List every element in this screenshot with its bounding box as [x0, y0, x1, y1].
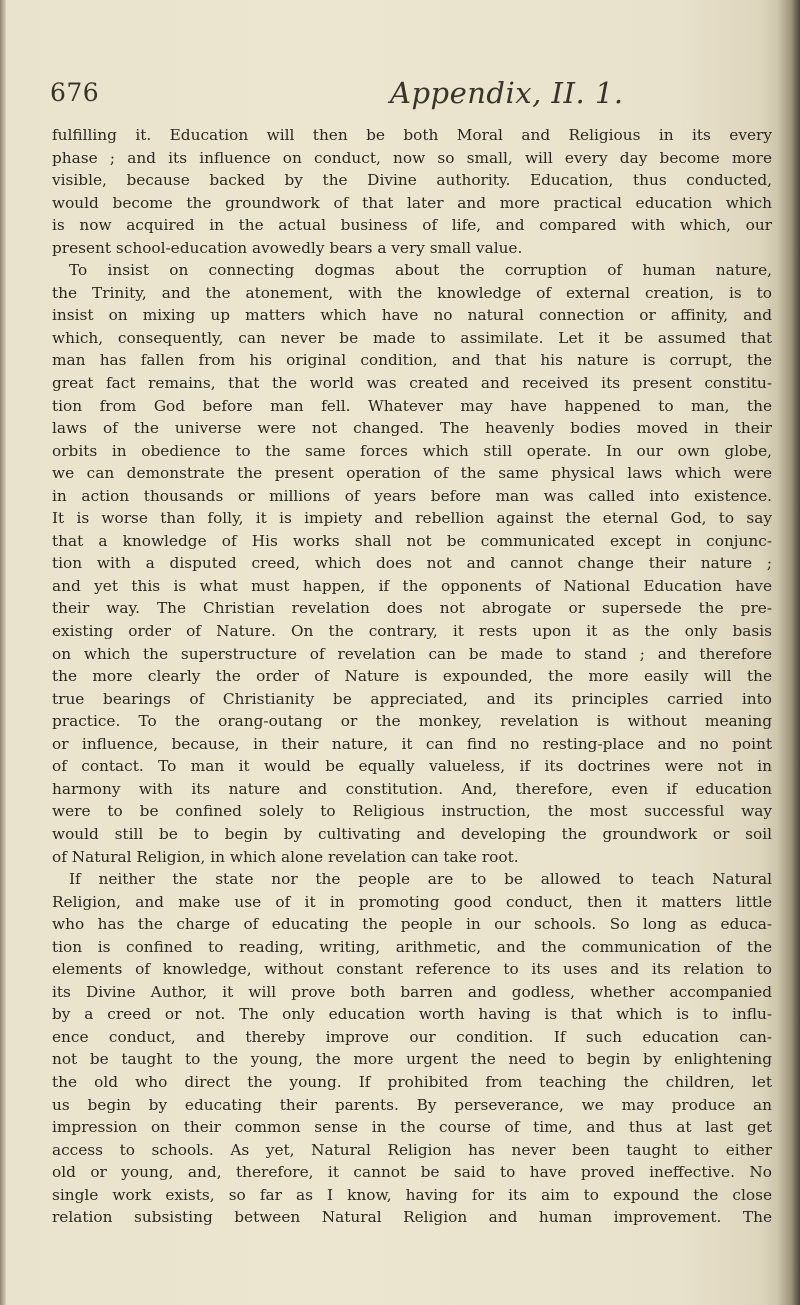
text-line: visible, because backed by the Divine authority. Education, thus conducted,	[52, 171, 772, 190]
text-line: or influence, because, in their nature, it can find no resting-place and no point	[52, 734, 772, 753]
text-line: Religion, and make use of it in promoting good conduct, then it matters little	[52, 892, 772, 911]
text-line: laws of the universe were not changed. The heavenly bodies moved in their	[52, 419, 772, 438]
text-line: the more clearly the order of Nature is expounded, the more easily will the	[52, 667, 772, 686]
text-line: existing order of Nature. On the contrary, it rests upon it as the only basis	[52, 622, 772, 641]
text-line: ence conduct, and thereby improve our condition. If such education can-	[52, 1027, 772, 1046]
text-line: tion is confined to reading, writing, arithmetic, and the communication of the	[52, 937, 772, 956]
text-line: on which the superstructure of revelation can be made to stand ; and therefore	[52, 644, 772, 663]
page-left-edge	[0, 0, 6, 1305]
text-line: which, consequently, can never be made to assimilate. Let it be assumed that	[52, 328, 772, 347]
text-line: of Natural Religion, in which alone revelation can take root.	[52, 847, 519, 866]
text-line: who has the charge of educating the people in our schools. So long as educa-	[52, 915, 772, 934]
text-line: old or young, and, therefore, it cannot be said to have proved ineffective. No	[52, 1163, 772, 1182]
text-line: the Trinity, and the atonement, with the knowledge of external creation, is to	[52, 283, 772, 302]
text-line: tion from God before man fell. Whatever may have happened to man, the	[52, 396, 772, 415]
text-line: orbits in obedience to the same forces which still operate. In our own globe,	[52, 441, 772, 460]
text-line: their way. The Christian revelation does not abrogate or supersede the pre-	[52, 599, 772, 618]
text-line: elements of knowledge, without constant reference to its uses and its relation to	[52, 960, 772, 979]
text-line: insist on mixing up matters which have no natural connection or affinity, and	[52, 306, 772, 325]
text-line: its Divine Author, it will prove both barren and godless, whether accompanied	[52, 982, 772, 1001]
running-head: Appendix, II. 1.	[390, 76, 624, 110]
text-line: single work exists, so far as I know, having for its aim to expound the close	[52, 1185, 772, 1204]
binding-shadow	[778, 0, 800, 1305]
text-line: It is worse than folly, it is impiety and rebellion against the eternal God, to say	[52, 509, 772, 528]
page-number: 676	[50, 78, 100, 107]
text-line: access to schools. As yet, Natural Religion has never been taught to either	[52, 1140, 772, 1159]
page-header	[50, 70, 750, 110]
text-line: in action thousands or millions of years before man was called into existence.	[52, 486, 772, 505]
text-line: fulfilling it. Education will then be both Moral and Religious in its every	[52, 126, 772, 144]
text-line: man has fallen from his original condition, and that his nature is corrupt, the	[52, 351, 772, 370]
text-line: present school-education avowedly bears a very small value.	[52, 238, 523, 257]
text-line: that a knowledge of His works shall not be communicated except in conjunc-	[52, 531, 772, 550]
text-line: If neither the state nor the people are to be allowed to teach Natural	[69, 870, 772, 889]
text-line: practice. To the orang-outang or the monkey, revelation is without meaning	[52, 712, 772, 731]
text-line: would still be to begin by cultivating and developing the groundwork or soil	[52, 824, 772, 843]
text-line: would become the groundwork of that later and more practical education which	[52, 193, 772, 212]
text-line: relation subsisting between Natural Religion and human improvement. The	[52, 1208, 772, 1227]
text-line: true bearings of Christianity be appreciated, and its principles carried into	[52, 689, 772, 708]
text-line: phase ; and its influence on conduct, now so small, will every day become more	[52, 148, 772, 167]
text-line: is now acquired in the actual business of life, and compared with which, our	[52, 216, 772, 235]
text-line: impression on their common sense in the course of time, and thus at last get	[52, 1118, 772, 1137]
text-line: tion with a disputed creed, which does not and cannot change their nature ;	[52, 554, 772, 573]
text-line: were to be confined solely to Religious instruction, the most successful way	[52, 802, 772, 821]
text-line: by a creed or not. The only education worth having is that which is to influ-	[52, 1005, 772, 1024]
text-line: of contact. To man it would be equally valueless, if its doctrines were not in	[52, 757, 772, 776]
text-line: we can demonstrate the present operation of the same physical laws which were	[52, 464, 772, 483]
text-line: us begin by educating their parents. By perseverance, we may produce an	[52, 1095, 772, 1114]
body-text	[52, 124, 772, 1229]
text-line: harmony with its nature and constitution. And, therefore, even if education	[52, 779, 772, 798]
text-line: not be taught to the young, the more urgent the need to begin by enlightening	[52, 1050, 772, 1069]
text-line: and yet this is what must happen, if the opponents of National Education have	[52, 576, 772, 595]
text-line: To insist on connecting dogmas about the corruption of human nature,	[69, 261, 772, 280]
text-line: great fact remains, that the world was created and received its present constitu-	[52, 374, 772, 393]
text-line: the old who direct the young. If prohibited from teaching the children, let	[52, 1072, 772, 1091]
